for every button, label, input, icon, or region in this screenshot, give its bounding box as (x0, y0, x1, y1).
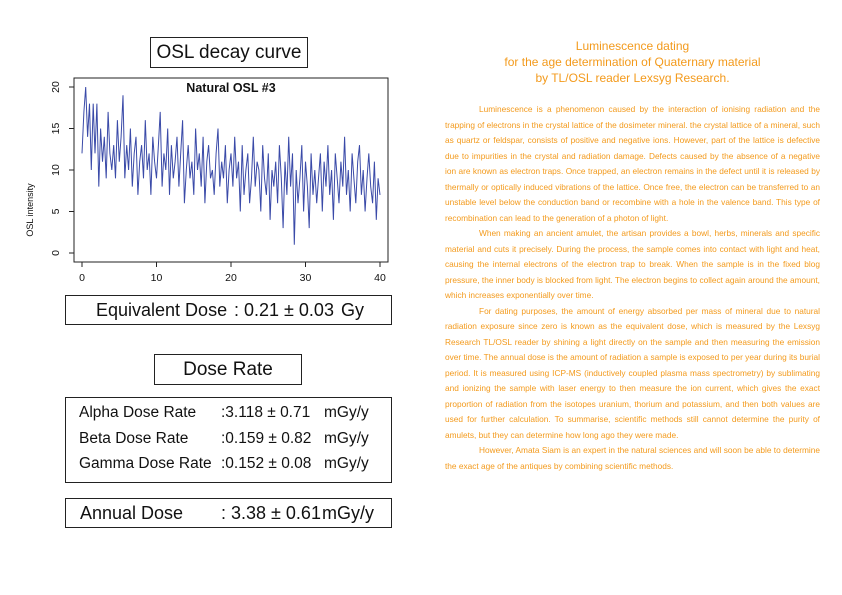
alpha-dose-rate-label: Alpha Dose Rate (79, 404, 197, 421)
article-title-line: for the age determination of Quaternary material (504, 55, 761, 69)
alpha-dose-rate-value: :3.118 ± 0.71 (221, 404, 311, 421)
osl-series-line (82, 87, 380, 245)
equivalent-dose-box (65, 295, 392, 325)
x-tick-label: 10 (150, 272, 163, 284)
gamma-dose-rate-label: Gamma Dose Rate (79, 455, 212, 472)
article-body (445, 102, 820, 474)
x-tick-label: 40 (374, 272, 386, 284)
dose-rates-box (65, 397, 392, 483)
annual-dose-box (65, 498, 392, 528)
gamma-dose-rate-unit: mGy/y (324, 455, 369, 472)
annual-dose-value: : 3.38 ± 0.61 (221, 503, 321, 523)
y-tick-label: 20 (50, 81, 62, 93)
x-tick-label: 0 (79, 272, 85, 284)
article-paragraph: For dating purposes, the amount of energy absorbed per mass of mineral due to natural radiation exposure since zero is known as the equivalent dose, which is measured by the Lexsyg Research TL/OSL reader by shining a light directly on the sample and then measuring the emission over time. The annual dose is the amount of radiation a sample is exposed to per year during its burial period. It is measured using ICP-MS (inductively coupled plasma mass spectrometry) by sublimating and ionizing the sample with laser energy to then measure the ion current, which gives the exact proportion of radiation from the isotopes uranium, thorium and potassium, and then both values are used for further calculation. To summarise, scientific methods still cannot determine the purity of amulets, but they can determine how long ago they were made. (445, 305, 820, 440)
annual-dose-label: Annual Dose (80, 503, 184, 523)
gamma-dose-rate-row (79, 455, 384, 475)
y-tick-label: 10 (50, 164, 62, 176)
beta-dose-rate-unit: mGy/y (324, 430, 369, 447)
gamma-dose-rate-value: :0.152 ± 0.08 (221, 455, 312, 472)
article (445, 38, 820, 474)
article-title-line: by TL/OSL reader Lexsyg Research. (535, 71, 730, 85)
equivalent-dose-label: Equivalent Dose (96, 300, 228, 320)
osl-decay-curve-title (150, 37, 308, 68)
alpha-dose-rate-unit: mGy/y (324, 404, 369, 421)
beta-dose-rate-value: :0.159 ± 0.82 (221, 430, 312, 447)
equivalent-dose-unit: Gy (341, 300, 365, 320)
article-title (445, 38, 820, 86)
dose-rate-title (154, 354, 302, 385)
dose-rate-title-text: Dose Rate (183, 358, 273, 380)
article-title-line: Luminescence dating (575, 39, 690, 53)
x-tick-label: 30 (299, 272, 312, 284)
osl-title-text: OSL decay curve (156, 41, 302, 63)
article-paragraph: However, Amata Siam is an expert in the natural sciences and will soon be able to determine the exact age of the antiques by combining scientific methods. (445, 445, 820, 471)
equivalent-dose-value: : 0.21 ± 0.03 (234, 300, 334, 320)
alpha-dose-rate-row (79, 404, 384, 424)
beta-dose-rate-label: Beta Dose Rate (79, 430, 189, 447)
annual-dose-unit: mGy/y (322, 503, 374, 523)
y-tick-label: 5 (50, 208, 62, 215)
article-paragraph: Luminescence is a phenomenon caused by the interaction of ionising radiation and the trapping of electrons in the crystal lattice of the dosimeter mineral. the crystal lattice of a mineral, such as quartz or feldspar, consists of positive and negative ions. However, part of the lattice is defective due to impurities in the crystal and radiation damage. Defects caused by the absence of a negative ion are known as electron traps. Once trapped, an electron remains in the defect until it is released by thermally or optically induced vibrations of the lattice. Once free, the electron can be transferred to an unstable level below the conduction band or recombine with a hole in the valence band. This type of recombination can lead to the generation of a photon of light. (445, 104, 820, 223)
beta-dose-rate-row (79, 430, 384, 450)
x-tick-label: 20 (225, 272, 237, 284)
y-tick-label: 0 (50, 250, 62, 256)
article-paragraph: When making an ancient amulet, the artisan provides a bowl, herbs, minerals and specific material and cuts it precisely. During the process, the sample comes into contact with light and heat, causing the internal electrons of the electron trap to break. When the sample is in the fixed blog pressure, the inner body is blocked from light. The electron begins to collect again around the amount, which increases exponentially over time. (445, 228, 820, 300)
osl-chart (0, 70, 400, 295)
y-axis-label: OSL intensity (25, 183, 35, 237)
chart-title: Natural OSL #3 (186, 81, 276, 95)
y-tick-label: 15 (50, 122, 62, 135)
